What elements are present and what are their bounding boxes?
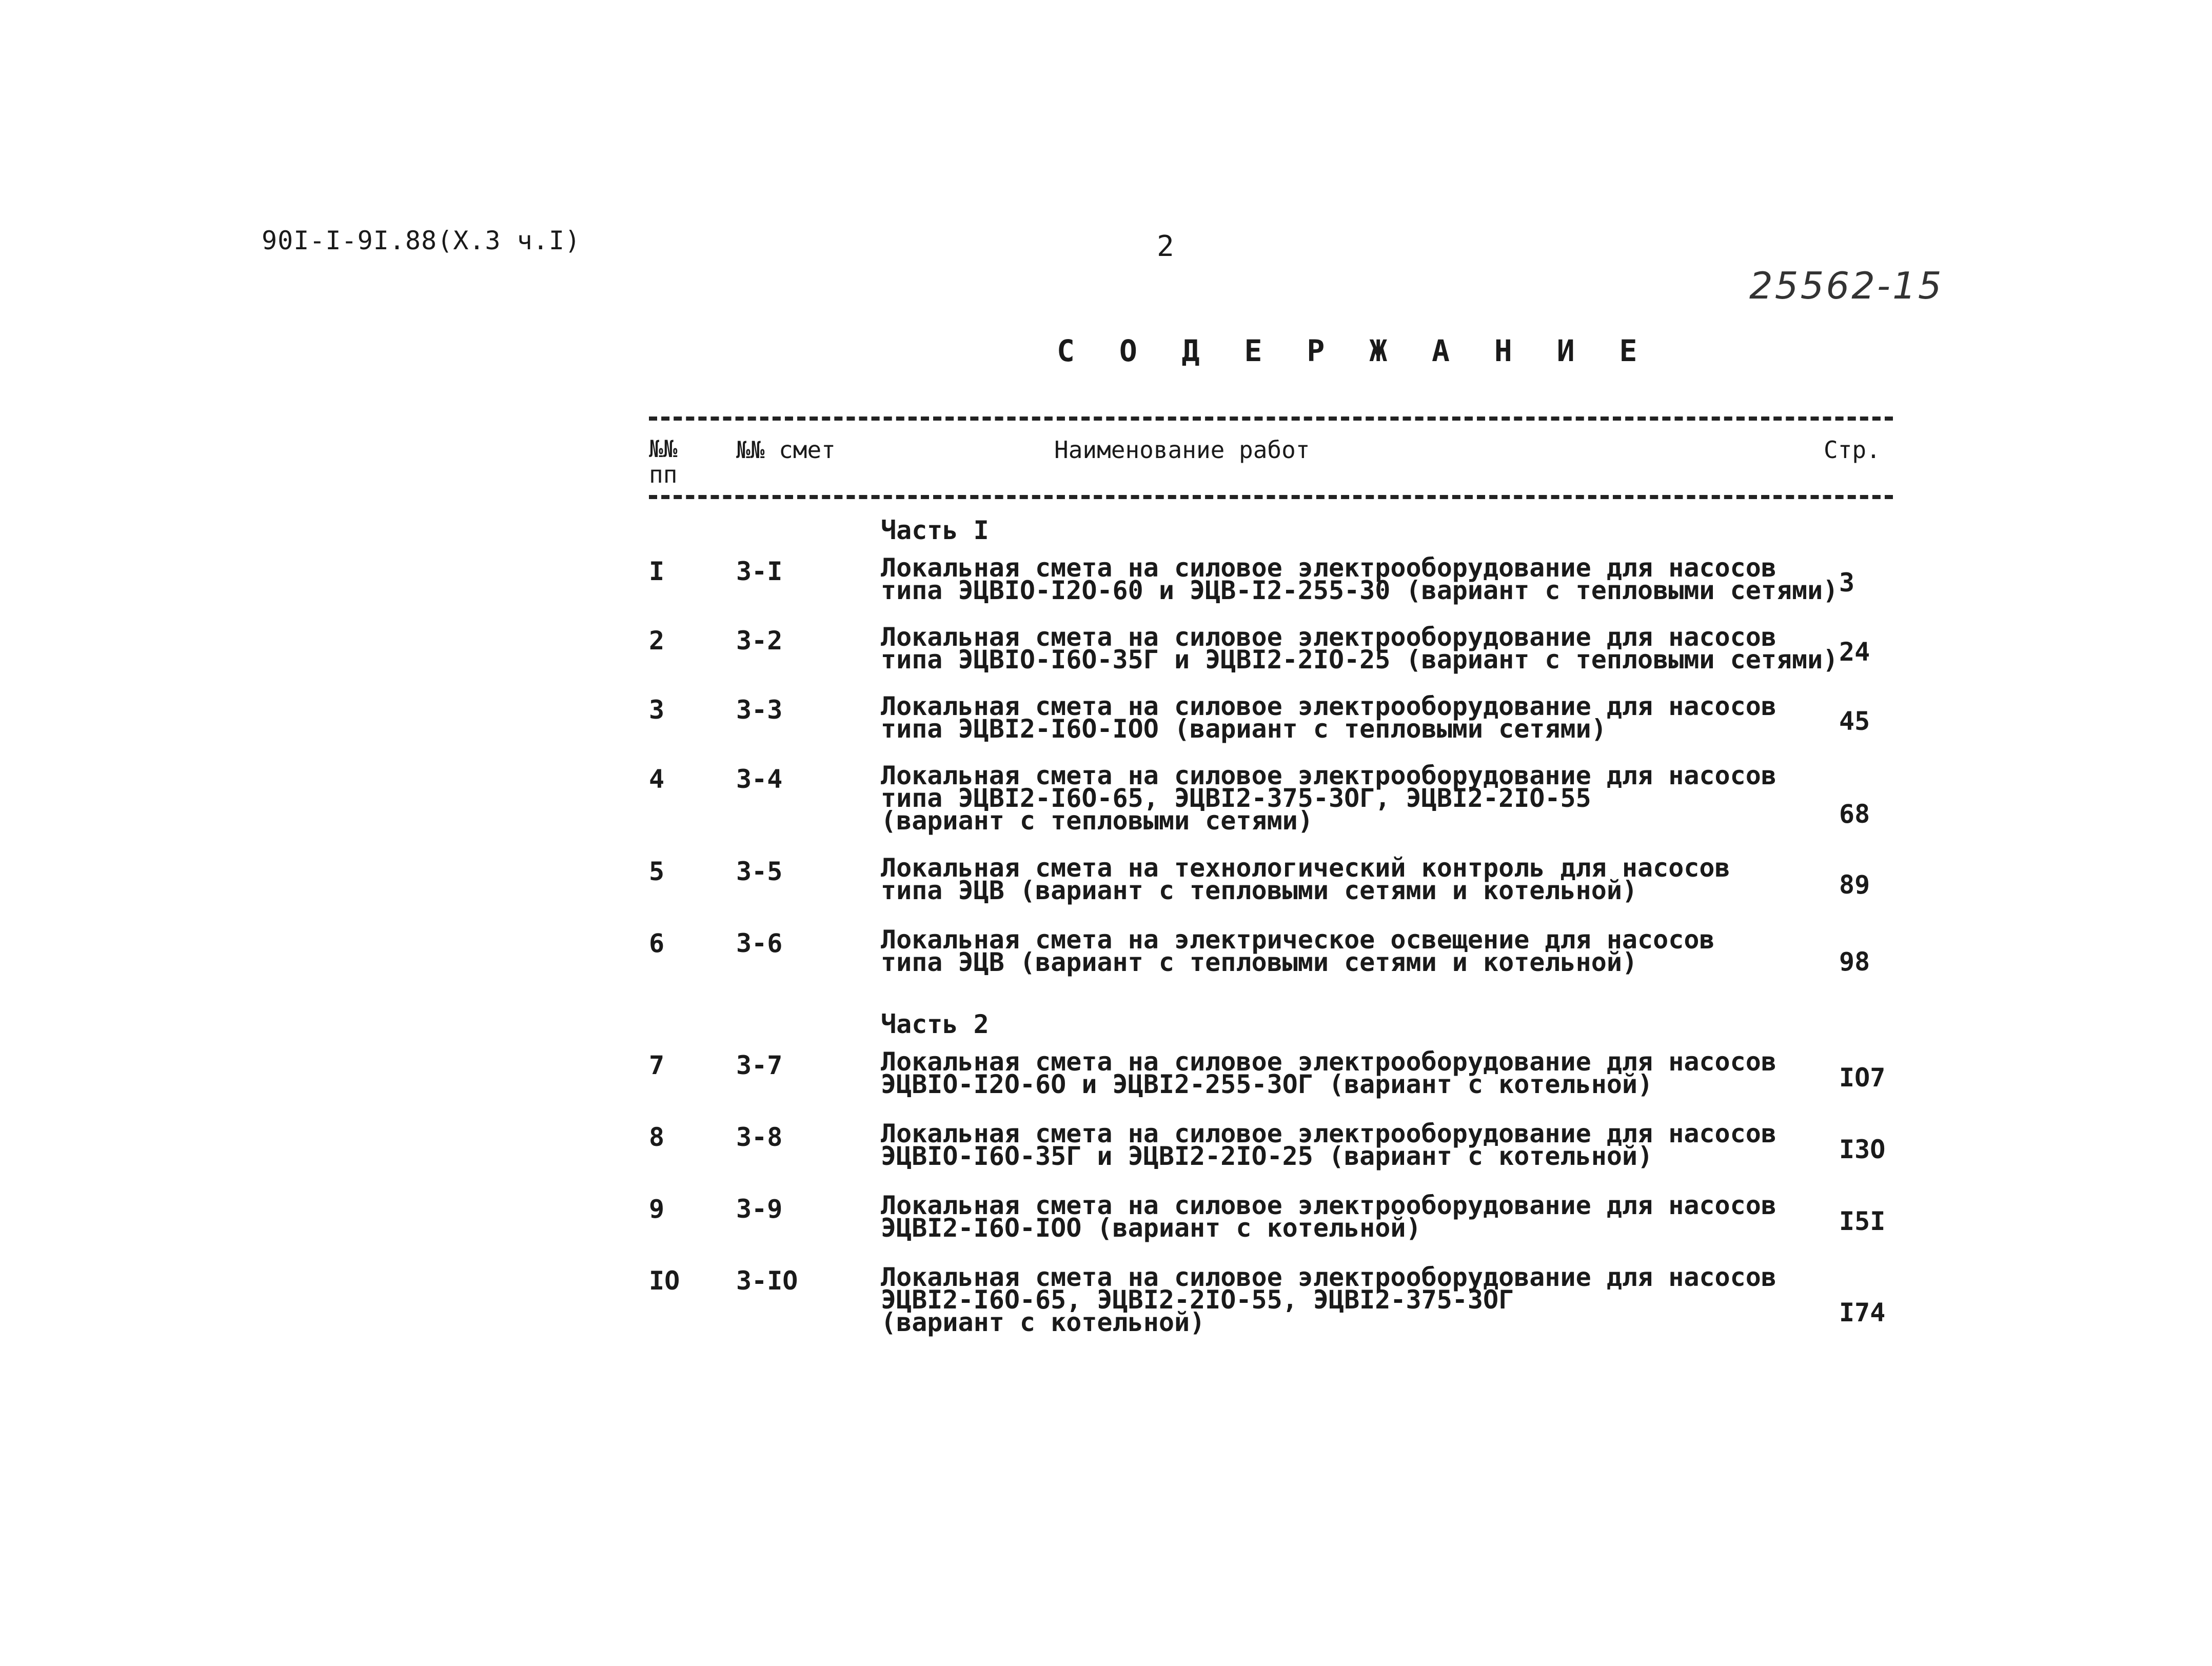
- row-estimate-code: 3-2: [736, 626, 783, 656]
- row-work-name-line: (вариант с котельной): [881, 1307, 1206, 1337]
- header-estimate-code: №№ смет: [736, 436, 836, 464]
- row-work-name-line: Локальная смета на силовое электрооборудование для насосов: [881, 622, 1776, 652]
- row-work-name: [881, 1119, 1776, 1171]
- part-2-heading: Часть 2: [881, 1009, 989, 1039]
- row-page: 89: [1839, 870, 1870, 900]
- row-work-name: [881, 853, 1730, 905]
- row-number: IО: [649, 1266, 680, 1296]
- row-estimate-code: 3-I: [736, 557, 783, 586]
- row-number: 5: [649, 857, 665, 886]
- archive-number: 25562-15: [1749, 264, 1944, 307]
- row-page: 68: [1839, 799, 1870, 829]
- toc-row: [649, 1191, 1893, 1266]
- row-work-name: [881, 1262, 1776, 1337]
- row-estimate-code: 3-4: [736, 764, 783, 794]
- row-number: 8: [649, 1122, 665, 1152]
- row-page: I3О: [1839, 1135, 1886, 1164]
- row-number: 9: [649, 1194, 665, 1224]
- header-number: [649, 436, 677, 487]
- row-work-name: [881, 1191, 1776, 1243]
- row-page: 24: [1839, 637, 1870, 667]
- toc-header: [649, 421, 1893, 495]
- toc-table: [649, 417, 1893, 1358]
- row-work-name-line: Локальная смета на силовое электрооборудование для насосов: [881, 1191, 1776, 1220]
- toc-title: С О Д Е Р Ж А Н И Е: [1057, 333, 1651, 368]
- toc-row: [649, 1262, 1893, 1358]
- row-page: I74: [1839, 1298, 1886, 1327]
- row-work-name-line: Локальная смета на электрическое освещение для насосов: [881, 925, 1715, 955]
- toc-row: [649, 553, 1893, 626]
- row-estimate-code: 3-5: [736, 857, 783, 886]
- row-work-name: [881, 925, 1715, 977]
- row-work-name-line: Локальная смета на силовое электрооборудование для насосов: [881, 1119, 1776, 1148]
- row-page: 3: [1839, 568, 1855, 598]
- row-work-name-line: Локальная смета на силовое электрооборудование для насосов: [881, 1047, 1776, 1077]
- row-page: I5I: [1839, 1206, 1886, 1236]
- toc-row: [649, 761, 1893, 857]
- document-code: 90I-I-9I.88(X.3 ч.I): [262, 226, 581, 255]
- page-number: 2: [1157, 230, 1174, 263]
- row-work-name-line: типа ЭЦВ (вариант с тепловыми сетями и котельной): [881, 876, 1638, 905]
- toc-row: [649, 622, 1893, 695]
- row-work-name-line: (вариант с тепловыми сетями): [881, 806, 1313, 836]
- row-estimate-code: 3-6: [736, 928, 783, 958]
- toc-row: [649, 925, 1893, 1000]
- toc-row: [649, 853, 1893, 928]
- row-work-name-line: Локальная смета на силовое электрооборудование для насосов: [881, 761, 1776, 790]
- header-work-name: Наименование работ: [1054, 436, 1310, 464]
- row-work-name-line: Локальная смета на силовое электрооборудование для насосов: [881, 691, 1776, 721]
- row-work-name-line: Локальная смета на технологический контроль для насосов: [881, 853, 1730, 883]
- row-estimate-code: 3-9: [736, 1194, 783, 1224]
- row-work-name-line: ЭЦВI2-I6О-IОО (вариант с котельной): [881, 1213, 1421, 1243]
- header-number-line2: пп: [649, 461, 678, 488]
- row-number: 6: [649, 928, 665, 958]
- header-page: Стр.: [1824, 436, 1881, 464]
- row-work-name-line: Локальная смета на силовое электрооборудование для насосов: [881, 553, 1776, 583]
- row-work-name-line: типа ЭЦВIО-I6О-35Г и ЭЦВI2-2IО-25 (вариант с тепловыми сетями): [881, 645, 1839, 675]
- row-work-name-line: типа ЭЦВI2-I6О-65, ЭЦВI2-375-3ОГ, ЭЦВI2-2IО-55: [881, 783, 1591, 813]
- row-work-name: [881, 1047, 1776, 1099]
- row-work-name: [881, 622, 1839, 675]
- row-page: 45: [1839, 706, 1870, 736]
- row-work-name-line: типа ЭЦВI2-I6О-IОО (вариант с тепловыми сетями): [881, 714, 1607, 744]
- toc-row: [649, 1047, 1893, 1122]
- row-work-name-line: типа ЭЦВIО-I2О-60 и ЭЦВ-I2-255-30 (вариант с тепловыми сетями): [881, 576, 1839, 605]
- header-top-divider: [649, 417, 1893, 421]
- row-work-name-line: типа ЭЦВ (вариант с тепловыми сетями и котельной): [881, 947, 1638, 977]
- toc-row: [649, 1119, 1893, 1194]
- row-work-name: [881, 553, 1839, 605]
- row-work-name-line: ЭЦВI2-I6О-65, ЭЦВI2-2IО-55, ЭЦВI2-375-3ОГ: [881, 1285, 1514, 1315]
- row-page: IО7: [1839, 1063, 1886, 1093]
- row-work-name-line: ЭЦВIО-I2О-6О и ЭЦВI2-255-3ОГ (вариант с котельной): [881, 1069, 1653, 1099]
- part-1-heading: Часть I: [881, 515, 989, 545]
- header-number-line1: №№: [649, 435, 678, 463]
- row-work-name-line: ЭЦВIО-I6О-35Г и ЭЦВI2-2IО-25 (вариант с котельной): [881, 1141, 1653, 1171]
- toc-row: [649, 691, 1893, 764]
- header-bottom-divider: [649, 495, 1893, 499]
- row-estimate-code: 3-IО: [736, 1266, 798, 1296]
- row-estimate-code: 3-3: [736, 695, 783, 725]
- row-page: 98: [1839, 947, 1870, 977]
- row-work-name-line: Локальная смета на силовое электрооборудование для насосов: [881, 1262, 1776, 1292]
- row-work-name: [881, 761, 1776, 836]
- row-work-name: [881, 691, 1776, 744]
- row-number: I: [649, 557, 665, 586]
- row-number: 2: [649, 626, 665, 656]
- row-number: 4: [649, 764, 665, 794]
- row-estimate-code: 3-7: [736, 1050, 783, 1080]
- row-number: 7: [649, 1050, 665, 1080]
- row-estimate-code: 3-8: [736, 1122, 783, 1152]
- row-number: 3: [649, 695, 665, 725]
